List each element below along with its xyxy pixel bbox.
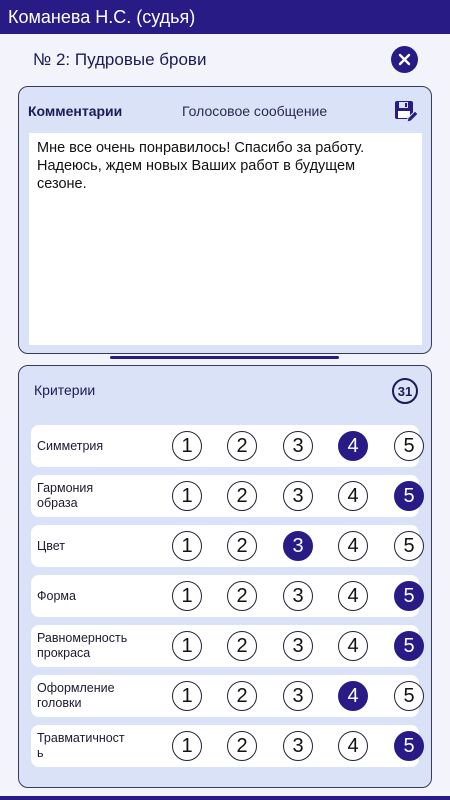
criterion-label: Симметрия [37,439,104,453]
comment-textarea[interactable]: Мне все очень понравилось! Спасибо за работу. Надеюсь, ждем новых Ваших работ в будущем сезоне. [29,133,422,345]
score-option-1[interactable]: 1 [172,481,202,511]
score-option-2[interactable]: 2 [227,581,257,611]
criterion-row [31,425,419,467]
comments-panel [18,86,432,354]
score-option-5[interactable]: 5 [394,631,424,661]
criterion-row [31,625,419,667]
criterion-row [31,575,419,617]
score-option-3[interactable]: 3 [283,431,313,461]
score-option-2[interactable]: 2 [227,731,257,761]
score-option-2[interactable]: 2 [227,431,257,461]
score-option-1[interactable]: 1 [172,731,202,761]
score-option-4[interactable]: 4 [338,731,368,761]
score-option-5[interactable]: 5 [394,731,424,761]
panel-divider-handle[interactable] [110,356,339,359]
criterion-label: Форма [37,589,76,603]
score-option-3[interactable]: 3 [283,731,313,761]
total-score-badge: 31 [392,378,418,404]
criterion-row [31,675,419,717]
score-option-4[interactable]: 4 [338,681,368,711]
close-button[interactable] [391,46,418,73]
score-option-2[interactable]: 2 [227,481,257,511]
criterion-label: Цвет [37,539,66,553]
app-bar [0,0,450,34]
score-option-3[interactable]: 3 [283,481,313,511]
score-option-5[interactable]: 5 [394,531,424,561]
comment-tabs [19,87,431,133]
entry-header [0,34,450,86]
criterion-label: Гармония образа [37,481,94,510]
criterion-label: Травматичност ь [37,731,125,760]
score-option-4[interactable]: 4 [338,531,368,561]
score-option-4[interactable]: 4 [338,431,368,461]
score-option-3[interactable]: 3 [283,531,313,561]
tab-comments[interactable]: Комментарии [28,103,123,119]
score-option-4[interactable]: 4 [338,631,368,661]
score-option-3[interactable]: 3 [283,681,313,711]
criterion-row [31,475,419,517]
score-option-2[interactable]: 2 [227,681,257,711]
score-option-5[interactable]: 5 [394,581,424,611]
score-option-1[interactable]: 1 [172,581,202,611]
score-option-3[interactable]: 3 [283,631,313,661]
criterion-label: Оформление головки [37,681,115,710]
score-option-5[interactable]: 5 [394,431,424,461]
app-bar-title: Команева Н.С. (судья) [8,7,196,27]
score-option-3[interactable]: 3 [283,581,313,611]
criteria-panel [18,365,432,788]
criterion-label: Равномерность прокраса [37,631,128,660]
score-option-2[interactable]: 2 [227,531,257,561]
score-option-1[interactable]: 1 [172,531,202,561]
bottom-border [0,796,450,800]
criterion-row [31,725,419,767]
save-edit-icon[interactable] [393,99,419,125]
score-option-4[interactable]: 4 [338,481,368,511]
score-option-1[interactable]: 1 [172,631,202,661]
criteria-title: Критерии [34,382,96,398]
close-icon [398,53,411,66]
score-option-1[interactable]: 1 [172,681,202,711]
score-option-4[interactable]: 4 [338,581,368,611]
entry-title: № 2: Пудровые брови [33,50,207,69]
tab-voice-message[interactable]: Голосовое сообщение [182,103,328,119]
score-option-5[interactable]: 5 [394,481,424,511]
score-option-2[interactable]: 2 [227,631,257,661]
score-option-5[interactable]: 5 [394,681,424,711]
score-option-1[interactable]: 1 [172,431,202,461]
criterion-row [31,525,419,567]
